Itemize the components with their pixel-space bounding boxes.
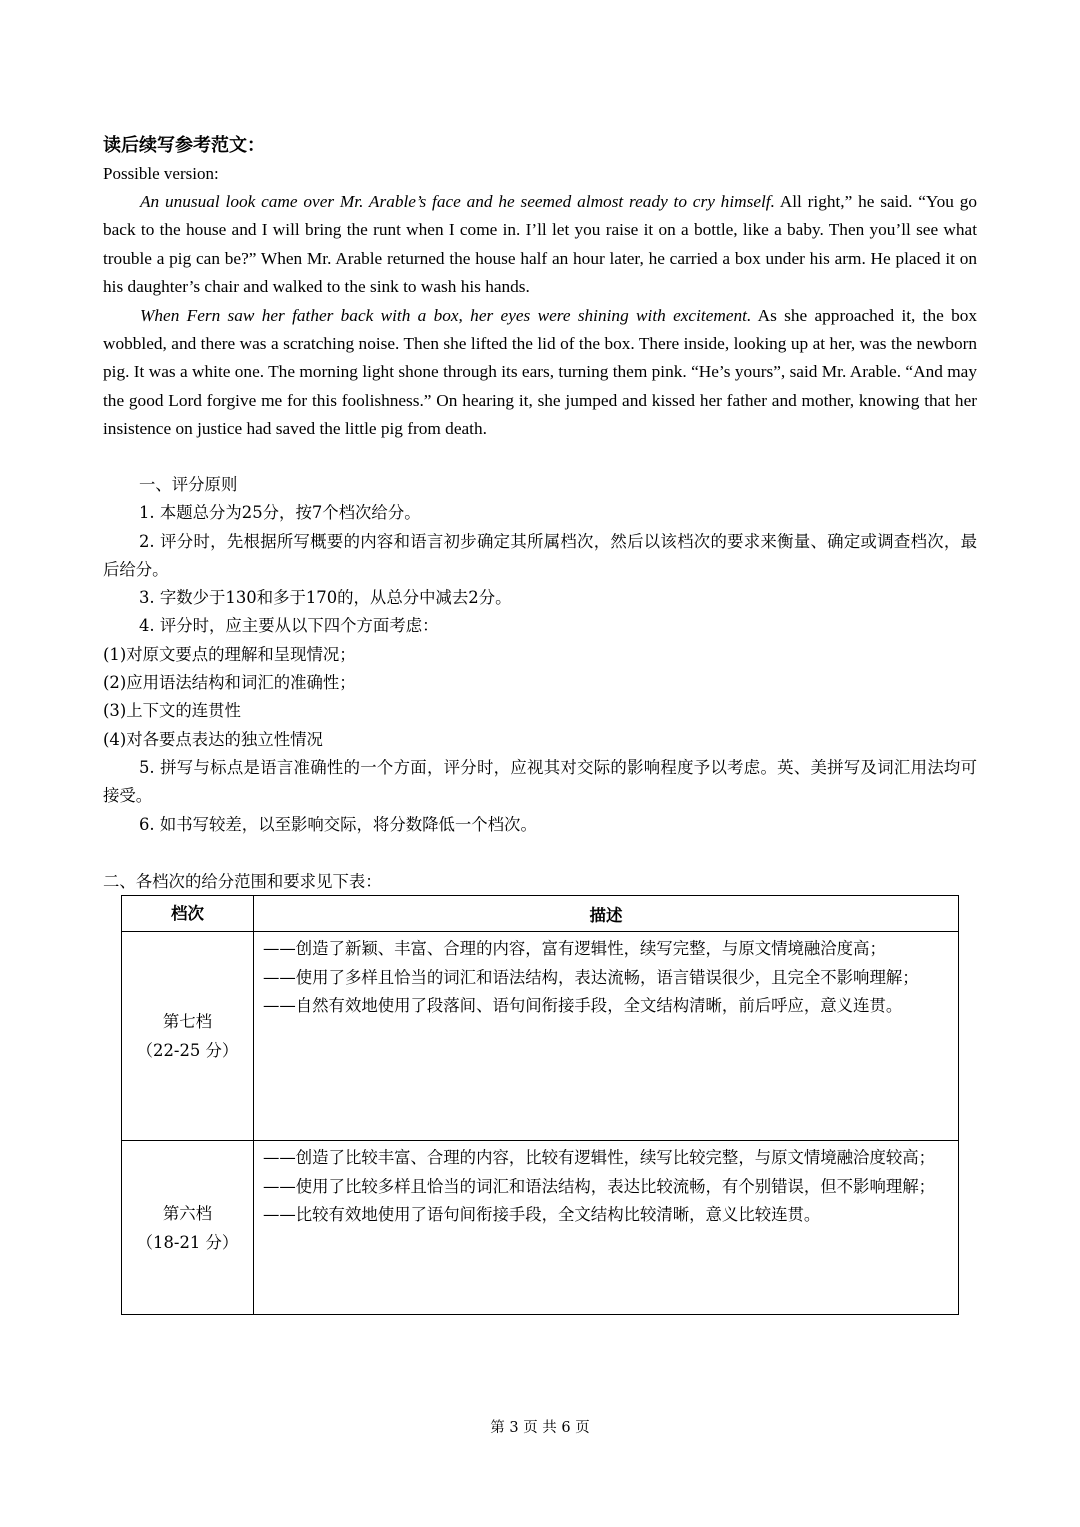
- rule-4-sub-1: (1)对原文要点的理解和呈现情况；: [103, 644, 356, 664]
- rule-2: 2. 评分时，先根据所写概要的内容和语言初步确定其所属档次，然后以该档次的要求来衡量、确定或调查档次，最后给分。: [103, 531, 977, 579]
- scoring-principles: [103, 471, 977, 839]
- criterion-language: ——使用了比较多样且恰当的词汇和语法结构，表达比较流畅，有个别错误，但不影响理解；: [263, 1176, 936, 1196]
- criterion-coherence: ——自然有效地使用了段落间、语句间衔接手段，全文结构清晰，前后呼应，意义连贯。: [263, 996, 903, 1016]
- header-level: 档次: [122, 896, 254, 932]
- rule-1: 1. 本题总分为25分，按7个档次给分。: [139, 503, 421, 523]
- header-description: 描述: [254, 896, 959, 932]
- possible-version-label: Possible version:: [103, 164, 219, 183]
- level-range: （18-21 分）: [136, 1232, 239, 1252]
- given-opening-sentence-2: When Fern saw her father back with a box, her eyes were shining with excitement.: [140, 305, 752, 325]
- criterion-language: ——使用了多样且恰当的词汇和语法结构，表达流畅，语言错误很少，且完全不影响理解；: [263, 967, 919, 987]
- description-cell: [254, 1141, 959, 1315]
- table-row: [122, 932, 959, 1141]
- principles-title: 一、评分原则: [139, 475, 238, 494]
- criterion-coherence: ——比较有效地使用了语句间衔接手段，全文结构比较清晰，意义比较连贯。: [263, 1205, 821, 1225]
- level-name: 第六档: [162, 1203, 213, 1223]
- rule-6: 6. 如书写较差，以至影响交际，将分数降低一个档次。: [139, 814, 537, 834]
- rule-4: 4. 评分时，应主要从以下四个方面考虑：: [139, 616, 439, 636]
- page-number: 第 3 页 共 6 页: [490, 1420, 590, 1436]
- table-row: [122, 1141, 959, 1315]
- rule-4-sub-2: (2)应用语法结构和词汇的准确性；: [103, 673, 356, 693]
- given-opening-sentence-1: An unusual look came over Mr. Arable’s face and he seemed almost ready to cry himself.: [140, 192, 775, 211]
- grade-table-title: 二、各档次的给分范围和要求见下表：: [103, 872, 382, 891]
- grade-table: [121, 895, 959, 1315]
- essay-paragraph-1: [103, 188, 977, 302]
- paragraph-2-text: As she approached it, the box wobbled, and there was a scratching noise. Then she lifted the lid of the box. There inside, looking up at her, was the newborn pig. It was a white one. The morning light shone through its ears, turning them pink. “He’s yours”, said Mr. Arable. “And may the good Lord forgive me for this foolishness.” On hearing it, she jumped and kissed her father and mother, knowing that her insistence on justice had saved the little pig from death.: [103, 305, 978, 439]
- rule-5: 5. 拼写与标点是语言准确性的一个方面，评分时，应视其对交际的影响程度予以考虑。英、美拼写及词汇用法均可接受。: [103, 757, 977, 806]
- sample-essay: [103, 188, 977, 444]
- rule-4-sub-3: (3)上下文的连贯性: [103, 701, 241, 721]
- level-name: 第七档: [162, 1012, 213, 1031]
- description-cell: [254, 932, 959, 1141]
- essay-paragraph-2: [103, 302, 977, 444]
- rule-3: 3. 字数少于130和多于170的，从总分中减去2分。: [139, 588, 512, 608]
- criterion-content: ——创造了比较丰富、合理的内容，比较有逻辑性，续写比较完整，与原文情境融洽度较高；: [263, 1148, 936, 1167]
- paragraph-1-text: All right,” he said. “You go back to the house and I will bring the runt when I come in. I’ll let you raise it on a bottle, like a baby. Then you’ll see what trouble a pig can be?” When Mr. Arable returned the house half an hour later, he carried a box under his arm. He placed it on his daughter’s chair and walked to the sink to wash his hands.: [103, 192, 977, 297]
- table-header-row: [122, 896, 959, 932]
- level-cell: [122, 1141, 254, 1315]
- section-heading: 读后续写参考范文：: [103, 135, 265, 156]
- level-cell: [122, 932, 254, 1141]
- level-range: （22-25 分）: [136, 1041, 239, 1060]
- rule-4-sub-4: (4)对各要点表达的独立性情况: [103, 729, 323, 749]
- criterion-content: ——创造了新颖、丰富、合理的内容，富有逻辑性，续写完整，与原文情境融洽度高；: [263, 939, 886, 958]
